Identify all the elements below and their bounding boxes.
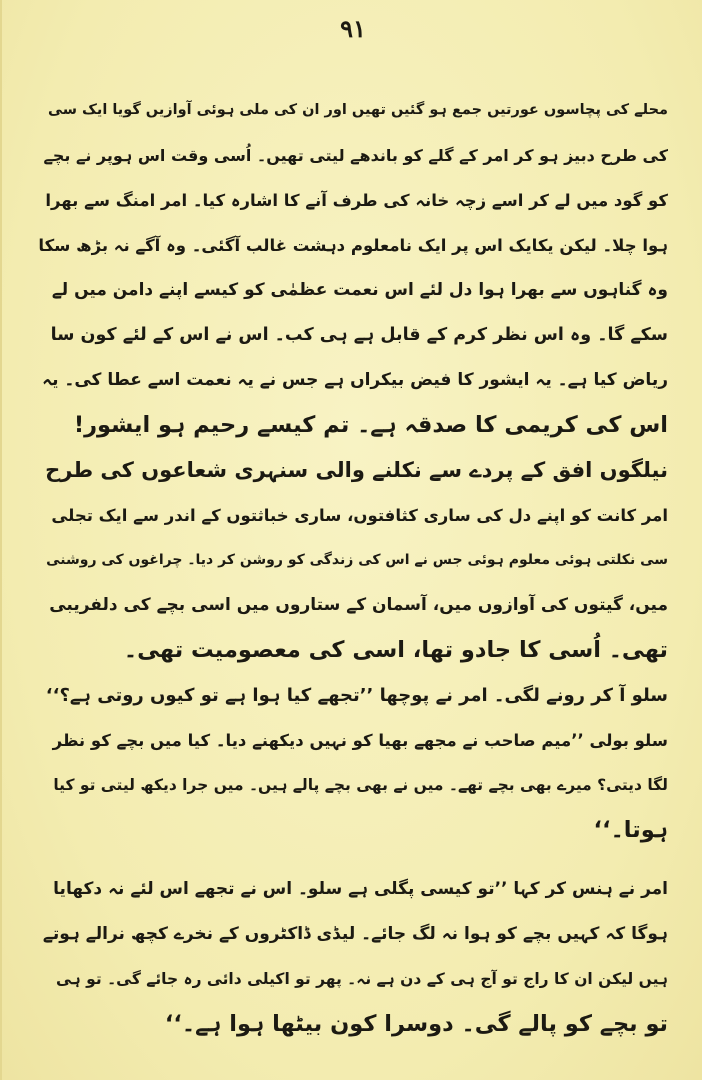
text-line: امر کانت کو اپنے دل کی ساری کثافتوں، ساری خباثتوں کے اندر سے ایک تجلی (51, 506, 668, 525)
text-line: تو بچے کو پالے گی۔ دوسرا کون بیٹھا ہوا ہے۔‘‘ (164, 1011, 668, 1037)
text-line: ریاض کیا ہے۔ یہ ایشور کا فیض بیکراں ہے جس نے یہ نعمت اسے عطا کی۔ یہ (42, 370, 668, 390)
page-number: ۹۱ (340, 14, 366, 43)
text-line: میں، گیتوں کی آوازوں میں، آسمان کے ستاروں میں اسی بچے کی دلفریبی (49, 595, 668, 615)
text-line: لگا دیتی؟ میرے بھی بچے تھے۔ میں نے بھی بچے پالے ہیں۔ میں جرا دیکھ لیتی تو کیا (53, 776, 668, 794)
text-line: ہوگا کہ کہیں بچے کو ہوا نہ لگ جائے۔ لیڈی ڈاکٹروں کے نخرے کچھ نرالے ہوتے (42, 924, 668, 944)
text-line: سلو بولی ’’میم صاحب نے مجھے بھیا کو نہیں دیکھنے دیا۔ کیا میں بچے کو نظر (52, 731, 668, 750)
text-line: سی نکلتی ہوئی معلوم ہوئی جس نے اس کی زندگی کو روشن کر دیا۔ چراغوں کی روشنی (46, 552, 668, 568)
text-line: ہیں لیکن ان کا راج تو آج ہی کے دن ہے نہ۔ پھر تو اکیلی دائی رہ جائے گی۔ تو ہی (55, 970, 668, 988)
text-line: سکے گا۔ وہ اس نظر کرم کے قابل ہے ہی کب۔ اس نے اس کے لئے کون سا (50, 325, 668, 345)
text-line: کی طرح دبیز ہو کر امر کے گلے کو باندھے لیتی تھیں۔ اُسی وقت اس ہوپر نے بچے (43, 146, 668, 165)
text-line: تھی۔ اُسی کا جادو تھا، اسی کی معصومیت تھی۔ (123, 637, 668, 663)
text-line: وہ گناہوں سے بھرا ہوا دل لئے اس نعمت عظمٰی کو کیسے اپنے دامن میں لے (51, 280, 668, 300)
body-text (38, 88, 668, 1047)
text-line: محلے کی پچاسوں عورتیں جمع ہو گئیں تھیں اور ان کی ملی ہوئی آوازیں گویا ایک سی (48, 102, 668, 118)
text-line: ہوتا۔‘‘ (593, 817, 668, 843)
text-line: امر نے ہنس کر کہا ’’تو کیسی پگلی ہے سلو۔ اس نے تجھے اس لئے نہ دکھایا (53, 879, 668, 899)
text-line: ہوا چلا۔ لیکن یکایک اس پر ایک نامعلوم دہشت غالب آگئی۔ وہ آگے نہ بڑھ سکا (38, 236, 668, 255)
text-line: کو گود میں لے کر اسے زچہ خانہ کی طرف آنے کا اشارہ کیا۔ امر امنگ سے بھرا (45, 191, 668, 210)
text-line: نیلگوں افق کے پردے سے نکلنے والی سنہری شعاعوں کی طرح (45, 458, 668, 482)
text-line: اس کی کریمی کا صدقہ ہے۔ تم کیسے رحیم ہو ایشور! (73, 412, 668, 438)
text-line: سلو آ کر رونے لگی۔ امر نے پوچھا ’’تجھے کیا ہوا ہے تو کیوں روتی ہے؟‘‘ (45, 685, 668, 706)
